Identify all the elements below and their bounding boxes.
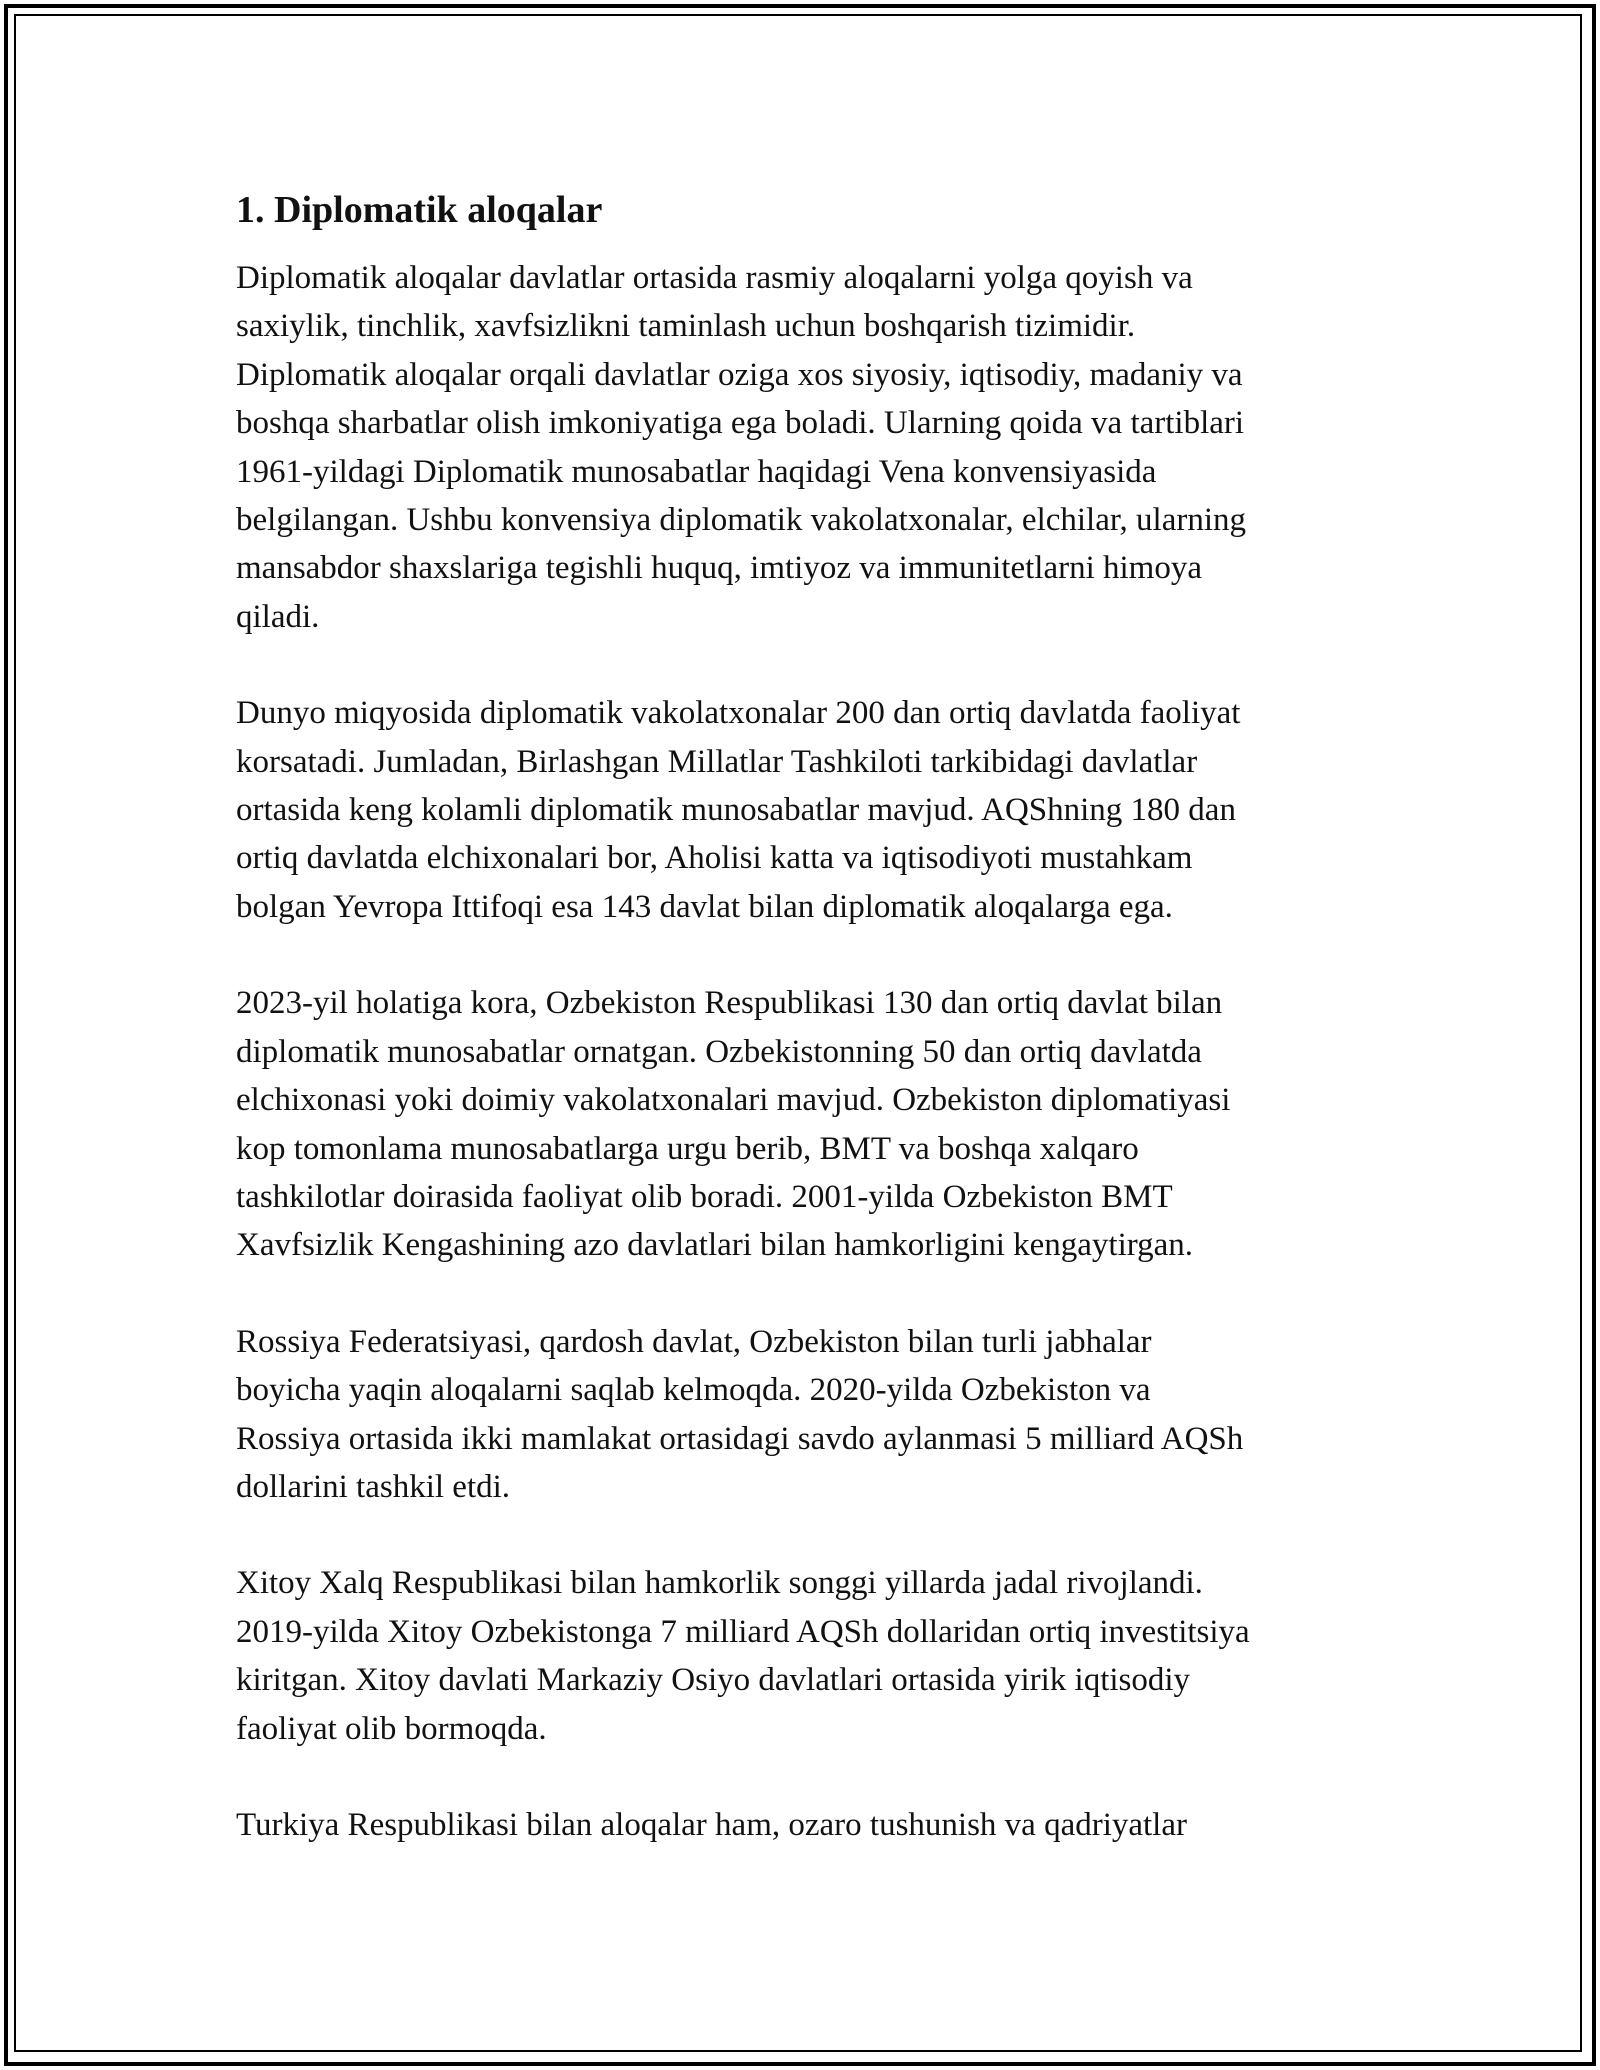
- paragraph-list: [236, 254, 1376, 1849]
- text-line: Turkiya Respublikasi bilan aloqalar ham, ozaro tushunish va qadriyatlar: [236, 1806, 1187, 1843]
- text-line: Diplomatik aloqalar davlatlar ortasida rasmiy aloqalarni yolga qoyish va: [236, 260, 1193, 296]
- document-body: [236, 186, 1376, 1897]
- text-line: Rossiya Federatsiyasi, qardosh davlat, Ozbekiston bilan turli jabhalar: [236, 1323, 1152, 1360]
- text-line: diplomatik munosabatlar ornatgan. Ozbekistonning 50 dan ortiq davlatda: [236, 1033, 1202, 1070]
- text-line: korsatadi. Jumladan, Birlashgan Millatlar Tashkiloti tarkibidagi davlatlar: [236, 743, 1198, 780]
- paragraph-5: [236, 1559, 1376, 1753]
- text-line: Rossiya ortasida ikki mamlakat ortasidagi savdo aylanmasi 5 milliard AQSh: [236, 1420, 1244, 1457]
- paragraph-4: [236, 1318, 1376, 1512]
- text-line: saxiylik, tinchlik, xavfsizlikni taminlash uchun boshqarish tizimidir.: [236, 308, 1136, 345]
- text-line: dollarini tashkil etdi.: [236, 1468, 511, 1505]
- text-line: 2023-yil holatiga kora, Ozbekiston Respublikasi 130 dan ortiq davlat bilan: [236, 985, 1223, 1022]
- text-line: ortiq davlatda elchixonalari bor, Aholisi katta va iqtisodiyoti mustahkam: [236, 840, 1193, 877]
- text-line: ortasida keng kolamli diplomatik munosabatlar mavjud. AQShning 180 dan: [236, 792, 1236, 829]
- text-line: kop tomonlama munosabatlarga urgu berib, BMT va boshqa xalqaro: [236, 1130, 1139, 1167]
- text-line: boyicha yaqin aloqalarni saqlab kelmoqda. 2020-yilda Ozbekiston va: [236, 1372, 1151, 1409]
- paragraph-3: [236, 979, 1376, 1269]
- text-line: Diplomatik aloqalar orqali davlatlar oziga xos siyosiy, iqtisodiy, madaniy va: [236, 356, 1243, 393]
- text-line: tashkilotlar doirasida faoliyat olib boradi. 2001-yilda Ozbekiston BMT: [236, 1178, 1173, 1215]
- text-line: Dunyo miqyosida diplomatik vakolatxonalar 200 dan ortiq davlatda faoliyat: [236, 695, 1241, 732]
- text-line: boshqa sharbatlar olish imkoniyatiga ega boladi. Ularning qoida va tartiblari: [236, 405, 1245, 442]
- text-line: mansabdor shaxslariga tegishli huquq, imtiyoz va immunitetlarni himoya: [236, 550, 1202, 587]
- text-line: 1961-yildagi Diplomatik munosabatlar haqidagi Vena konvensiyasida: [236, 453, 1157, 490]
- text-line: 2019-yilda Xitoy Ozbekistonga 7 milliard AQSh dollaridan ortiq investitsiya: [236, 1613, 1250, 1650]
- text-line: faoliyat olib bormoqda.: [236, 1710, 547, 1747]
- paragraph-6: [236, 1801, 1376, 1849]
- text-line: qiladi.: [236, 598, 320, 635]
- text-line: elchixonasi yoki doimiy vakolatxonalari mavjud. Ozbekiston diplomatiyasi: [236, 1082, 1231, 1119]
- text-line: Xavfsizlik Kengashining azo davlatlari bilan hamkorligini kengaytirgan.: [236, 1227, 1194, 1264]
- paragraph-2: [236, 689, 1376, 931]
- text-line: Xitoy Xalq Respublikasi bilan hamkorlik songgi yillarda jadal rivojlandi.: [236, 1565, 1203, 1602]
- text-line: belgilangan. Ushbu konvensiya diplomatik vakolatxonalar, elchilar, ularning: [236, 502, 1247, 539]
- text-line: kiritgan. Xitoy davlati Markaziy Osiyo davlatlari ortasida yirik iqtisodiy: [236, 1662, 1191, 1699]
- paragraph-1: [236, 254, 1376, 641]
- text-line: bolgan Yevropa Ittifoqi esa 143 davlat bilan diplomatik aloqalarga ega.: [236, 888, 1173, 925]
- section-heading: 1. Diplomatik aloqalar: [236, 189, 603, 231]
